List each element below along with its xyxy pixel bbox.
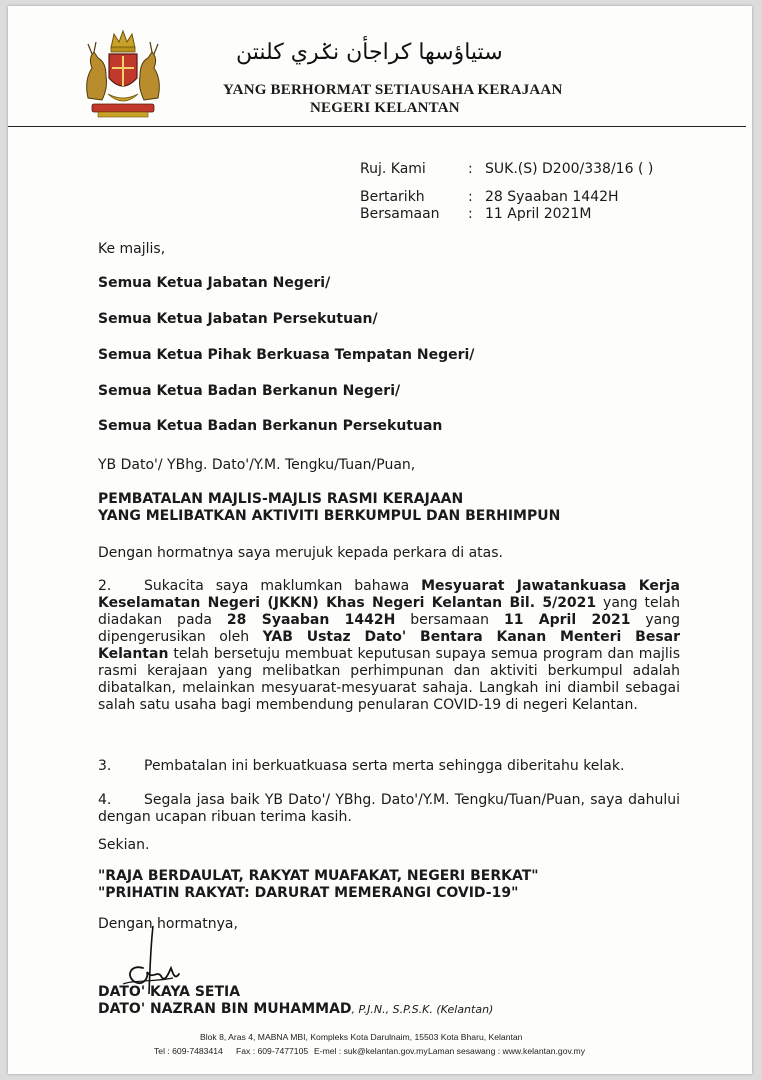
ruj-label: Ruj. Kami xyxy=(360,161,426,177)
paragraph-4 xyxy=(98,792,680,826)
paragraph-number: 2. xyxy=(98,578,112,594)
p2-text: bersamaan xyxy=(395,612,504,628)
paragraph-2 xyxy=(98,578,680,714)
paragraph-number: 3. xyxy=(98,758,112,774)
paragraph-1: Dengan hormatnya saya merujuk kepada perkara di atas. xyxy=(98,545,503,561)
p2-text: telah bersetuju membuat keputusan supaya semua program dan majlis rasmi kerajaan yang melibatkan perhimpunan dan aktiviti berkumpul adalah dibatalkan, melainkan mesyuarat-mesyuarat sahaja. Langkah ini diambil sebagai salah satu usaha bagi membendung penularan COVID-19 di negeri Kelantan. xyxy=(98,646,680,713)
footer-email: E-mel : suk@kelantan.gov.my xyxy=(314,1046,428,1056)
ruj-colon: : xyxy=(468,161,473,177)
bertarikh-value: 28 Syaaban 1442H xyxy=(485,189,619,205)
motto-line1: "RAJA BERDAULAT, RAKYAT MUAFAKAT, NEGERI BERKAT" xyxy=(98,868,539,884)
paragraph-3 xyxy=(98,758,680,775)
bersamaan-colon: : xyxy=(468,206,473,222)
p2-date-hijri: 28 Syaaban 1442H xyxy=(226,612,396,628)
signatory-title: DATO' KAYA SETIA xyxy=(98,984,241,1000)
recipient-item: Semua Ketua Jabatan Negeri/ xyxy=(98,275,331,291)
recipient-item: Semua Ketua Badan Berkanun Negeri/ xyxy=(98,383,401,399)
ruj-value: SUK.(S) D200/338/16 ( ) xyxy=(485,161,654,177)
subject-line2: YANG MELIBATKAN AKTIVITI BERKUMPUL DAN BERHIMPUN xyxy=(98,508,561,524)
kelantan-state-crest-icon xyxy=(78,28,168,120)
recipient-item: Semua Ketua Jabatan Persekutuan/ xyxy=(98,311,378,327)
signatory-line xyxy=(98,1001,493,1017)
footer-address: Blok 8, Aras 4, MABNA MBI, Kompleks Kota Darulnaim, 15503 Kota Bharu, Kelantan xyxy=(200,1032,523,1042)
closing: Dengan hormatnya, xyxy=(98,916,238,932)
p2-date-gregorian: 11 April 2021 xyxy=(503,612,631,628)
jawi-title: ستياؤسها كراجأن نݢري كلنتن xyxy=(236,40,503,65)
letterhead-title-line1: YANG BERHORMAT SETIAUSAHA KERAJAAN xyxy=(223,82,563,98)
subject-line1: PEMBATALAN MAJLIS-MAJLIS RASMI KERAJAAN xyxy=(98,491,464,507)
motto-line2: "PRIHATIN RAKYAT: DARURAT MEMERANGI COVID-19" xyxy=(98,885,519,901)
p4-text: Segala jasa baik YB Dato'/ YBhg. Dato'/Y.M. Tengku/Tuan/Puan, saya dahului dengan ucapan ribuan terima kasih. xyxy=(98,792,680,825)
footer-fax: Fax : 609-7477105 xyxy=(236,1046,309,1056)
paragraph-number: 4. xyxy=(98,792,112,808)
signatory-honours: , P.J.N., S.P.S.K. (Kelantan) xyxy=(351,1003,494,1016)
footer-tel: Tel : 609-7483414 xyxy=(154,1046,223,1056)
letter-page xyxy=(8,6,752,1074)
p3-text: Pembatalan ini berkuatkuasa serta merta sehingga diberitahu kelak. xyxy=(144,758,625,774)
p2-text: yang telah diadakan pada xyxy=(98,595,681,628)
bersamaan-label: Bersamaan xyxy=(360,206,440,222)
p2-text: Sukacita saya maklumkan bahawa xyxy=(144,578,422,594)
p2-chairman: YAB Ustaz Dato' Bentara Kanan Menteri Besar Kelantan xyxy=(98,629,681,662)
sekian: Sekian. xyxy=(98,837,150,853)
recipient-item: Semua Ketua Pihak Berkuasa Tempatan Negeri/ xyxy=(98,347,475,363)
bertarikh-colon: : xyxy=(468,189,473,205)
letterhead-title-line2: NEGERI KELANTAN xyxy=(310,100,460,116)
signatory-name: DATO' NAZRAN BIN MUHAMMAD xyxy=(98,1001,352,1017)
footer-website: Laman sesawang : www.kelantan.gov.my xyxy=(428,1046,585,1056)
header-divider xyxy=(8,126,746,127)
recipient-item: Semua Ketua Badan Berkanun Persekutuan xyxy=(98,418,443,434)
recipient-intro: Ke majlis, xyxy=(98,241,166,257)
bersamaan-value: 11 April 2021M xyxy=(485,206,592,222)
p2-meeting-name: Mesyuarat Jawatankuasa Kerja Keselamatan Negeri (JKKN) Khas Negeri Kelantan Bil. 5/2021 xyxy=(98,578,680,611)
salutation: YB Dato'/ YBhg. Dato'/Y.M. Tengku/Tuan/Puan, xyxy=(98,457,416,473)
p2-text: yang dipengerusikan oleh xyxy=(98,612,681,645)
bertarikh-label: Bertarikh xyxy=(360,189,425,205)
